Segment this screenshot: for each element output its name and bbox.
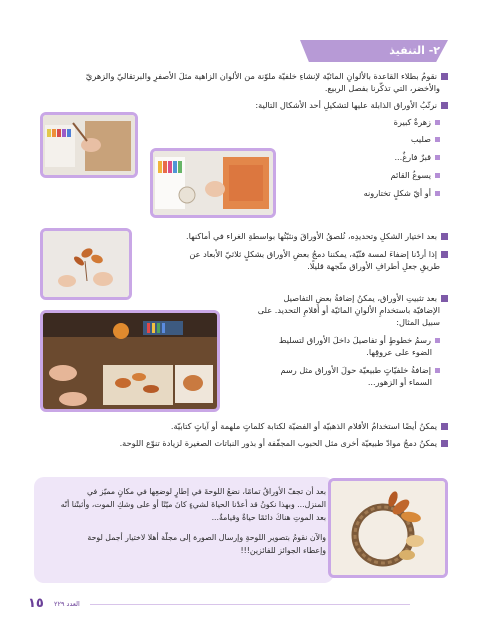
paragraph-4-cont: طريقِ جعلِ أطرافِ الأوراق متّجهة قليلًا. [307,261,440,271]
craft-table-illustration [43,313,217,409]
paragraph-2: نرتّبُ الأوراق الذابلة عليها لتشكيلِ أحد الأشكال التالية: [160,99,448,111]
sub-bullet-icon [435,120,440,125]
paragraph-5: بعد تثبيتِ الأوراق، يمكنُ إضافةُ بعضِ التفاصيل [238,292,448,304]
page-number: ١٥ [28,596,44,611]
detail-item: إضافةُ خلفيّاتٍ طبيعيّة حولَ الأوراق مثل رسم [228,364,440,376]
sub-bullet-icon [435,338,440,343]
bullet-icon [441,251,448,258]
photo-wreath [328,478,448,578]
palette-illustration [153,151,273,215]
callout-line: بعد الموتِ هناكَ دائمًا حياةٌ وقيامةٌ... [211,513,326,522]
shape-item: زهرةٌ كبيرة [290,116,440,128]
bullet-icon [441,295,448,302]
footer-divider [90,604,410,605]
shape-item: يسوعُ القائم [290,169,440,181]
bullet-icon [441,233,448,240]
photo-paint-palette [150,148,276,218]
detail-item: رسمُ خطوطٍ أو تفاصيلَ داخلَ الأوراق لتسليط [228,334,440,346]
section-title: ٢- التنفيذ [389,44,440,57]
photo-craft-table [40,310,220,412]
bullet-icon [441,440,448,447]
paragraph-3: بعد اختيار الشكلِ وتحديدِه، نُلصقُ الأوراقَ ونثبّتُها بواسطةِ الغراء في أماكنها. [140,230,448,242]
shape-item: صليب [290,133,440,145]
bullet-icon [441,73,448,80]
bullet-icon [441,423,448,430]
callout-line: وإعطاء الجوائز للفائزين!!! [240,546,326,555]
photo-painting-background [40,112,138,178]
sub-bullet-icon [435,173,440,178]
paragraph-5-cont2: سبيل المثال: [396,317,440,327]
issue-label: العدد ٢٢٩ [54,600,80,608]
photo-gluing-leaves [40,228,132,300]
paragraph-4: إذا أردْنا إضفاءَ لمسة فنّيّة، يمكننا دمجُ بعضِ الأوراق بشكلٍ ثلاثيّ الأبعاد عن [140,248,448,260]
leaves-illustration [43,231,129,297]
callout-line: المنزل... وبهذا نكونُ قد أعدْنا الحياةَ لشيءٍ كانَ ميّتًا أو على وشكِ الموت، وأثبتْنا أنّه [60,500,326,509]
wreath-illustration [331,481,445,575]
sub-bullet-icon [435,368,440,373]
paragraph-5-cont: الإضافيّة باستخدامِ الألوانِ المائيّة أو أقلامِ التحديد. على [257,305,440,315]
callout-line: والآن نقومُ بتصوير اللوحةِ وإرسال الصورة إلى مجلّة أهلا لاختيار أجمل لوحة [87,533,326,542]
detail-item-cont: الضوء على عروقِها. [366,347,432,357]
paragraph-1: نقومُ بطلاء القاعدة بالألوانِ المائيّة لإنشاءِ خلفيّة ملوّنة من الألوان الزاهية مثلَ الأصفرِ والبرتقاليّ والزهريّ [40,70,448,82]
sub-bullet-icon [435,191,440,196]
paragraph-1-cont: والأخضر، التي تذكّرنا بفصل الربيع. [324,83,440,93]
bullet-icon [441,102,448,109]
sub-bullet-icon [435,137,440,142]
shape-item: أو أيّ شكلٍ تختارونه [290,187,440,199]
paragraph-7: يمكنُ دمجُ موادّ طبيعيّة أخرى مثل الحبوب المجفّفة أو بذور النباتات الصغيرة لزيادة تنوّع اللوحة. [40,437,448,449]
paragraph-6: يمكنُ أيضًا استخدامُ الأقلام الذهبيّة أو الفضيّة لكتابة كلماتٍ ملهمة أو آياتٍ كتابيّة. [74,420,448,432]
sub-bullet-icon [435,155,440,160]
detail-item-cont: السماء أو الزهور... [367,377,432,387]
callout-line: بعد أن تجفّ الأوراقُ تمامًا، نضعُ اللوحةَ في إطارٍ لوضعِها في مكانٍ مميّز في [87,487,326,496]
shape-item: قبرٌ فارغٌ... [290,151,440,163]
painting-illustration [43,115,135,175]
